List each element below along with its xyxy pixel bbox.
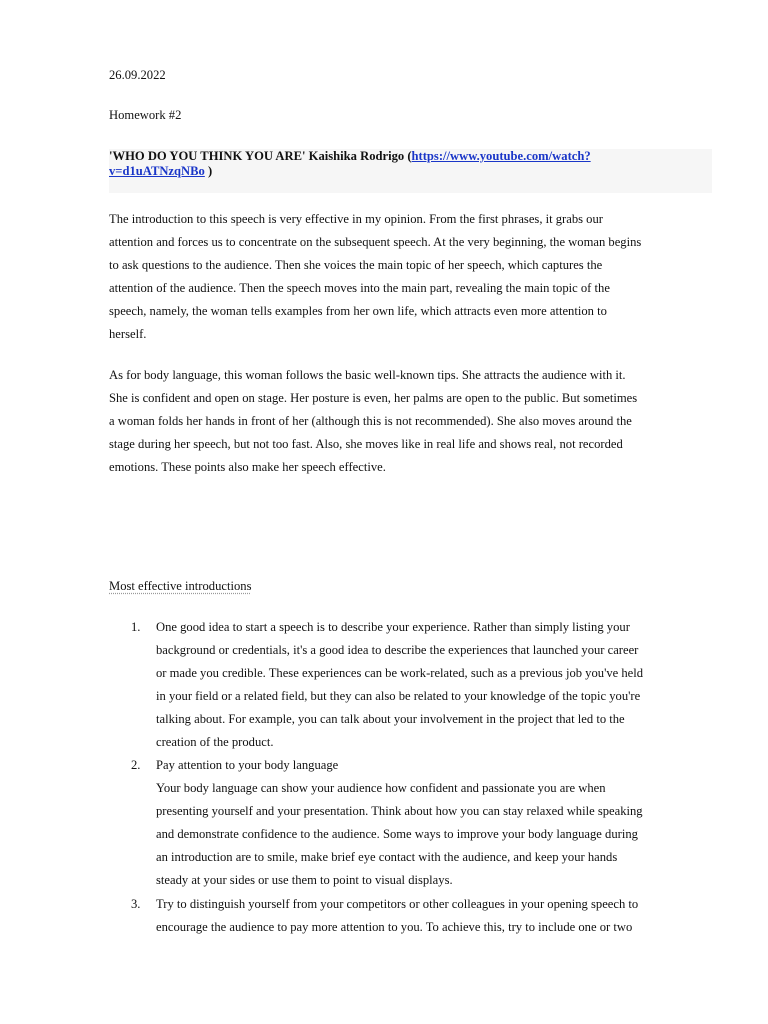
document-date: 26.09.2022 <box>109 68 166 82</box>
list-item-number: 3. <box>131 897 141 911</box>
section-heading: Most effective introductions <box>109 579 252 593</box>
list-item-line: or made you credible. These experiences can be work-related, such as a previous job you've held <box>156 666 644 680</box>
list-item-line: steady at your sides or use them to point to visual displays. <box>156 873 453 887</box>
youtube-link-part-2[interactable]: v=d1uATNzqNBo <box>109 164 205 178</box>
paragraph-body-language <box>109 364 714 479</box>
list-item-line: Your body language can show your audience how confident and passionate you are when <box>156 781 606 795</box>
paragraph-line: stage during her speech, but not too fast. Also, she moves like in real life and shows real, not recorded <box>109 437 623 451</box>
youtube-link-part-1[interactable]: https://www.youtube.com/watch? <box>411 149 591 163</box>
homework-title: Homework #2 <box>109 108 182 122</box>
list-item-line: in your field or a related field, but they can also be related to your knowledge of the topic you're <box>156 689 641 703</box>
paragraph-line: speech, namely, the woman tells examples from her own life, which attracts even more attention to <box>109 304 607 318</box>
list-item-line: creation of the product. <box>156 735 274 749</box>
speech-title-line-2 <box>109 164 212 179</box>
list-item-body <box>156 893 638 939</box>
list-item-line: an introduction are to smile, make brief eye contact with the audience, and keep your hands <box>156 850 618 864</box>
paragraph-line: emotions. These points also make her speech effective. <box>109 460 386 474</box>
paragraph-line: attention of the audience. Then the speech moves into the main part, revealing the main topic of the <box>109 281 610 295</box>
list-item-line: talking about. For example, you can talk about your involvement in the project that led to the <box>156 712 625 726</box>
paragraph-line: As for body language, this woman follows the basic well-known tips. She attracts the audience with it. <box>109 368 626 382</box>
list-item-line: and demonstrate confidence to the audience. Some ways to improve your body language during <box>156 827 638 841</box>
paragraph-line: to ask questions to the audience. Then she voices the main topic of her speech, which captures the <box>109 258 603 272</box>
list-item-line: Pay attention to your body language <box>156 758 339 772</box>
paragraph-line: attention and forces us to concentrate on the subsequent speech. At the very beginning, the woman begins <box>109 235 642 249</box>
paragraph-line: She is confident and open on stage. Her posture is even, her palms are open to the public. But sometimes <box>109 391 638 405</box>
paragraph-line: herself. <box>109 327 147 341</box>
speech-title-suffix: ) <box>204 164 213 178</box>
speech-title-text: 'WHO DO YOU THINK YOU ARE' Kaishika Rodrigo ( <box>109 149 412 163</box>
list-item-line: Try to distinguish yourself from your competitors or other colleagues in your opening speech to <box>156 897 639 911</box>
list-item-line: encourage the audience to pay more attention to you. To achieve this, try to include one or two <box>156 920 633 934</box>
list-item-line: background or credentials, it's a good idea to describe the experiences that launched your career <box>156 643 639 657</box>
list-item-body <box>156 754 643 892</box>
list-item-number: 1. <box>131 620 141 634</box>
speech-title-block <box>109 149 712 193</box>
list-item-line: One good idea to start a speech is to describe your experience. Rather than simply listing your <box>156 620 630 634</box>
paragraph-introduction <box>109 208 714 346</box>
paragraph-line: a woman folds her hands in front of her (although this is not recommended). She also moves around the <box>109 414 632 428</box>
list-item-line: presenting yourself and your presentation. Think about how you can stay relaxed while speaking <box>156 804 643 818</box>
list-item-body <box>156 616 643 754</box>
paragraph-line: The introduction to this speech is very effective in my opinion. From the first phrases, it grabs our <box>109 212 603 226</box>
speech-title-line-1 <box>109 149 591 164</box>
list-item-number: 2. <box>131 758 141 772</box>
